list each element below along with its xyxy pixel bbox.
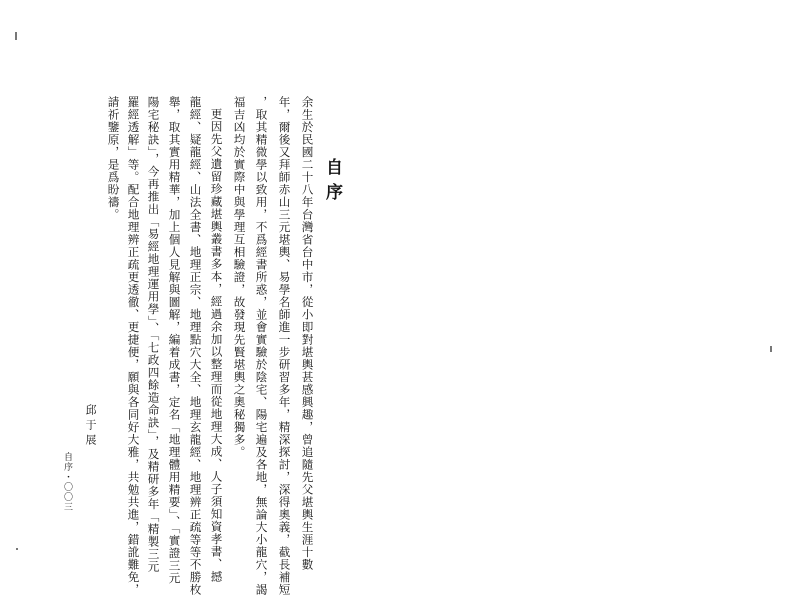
page-folio: 自序・〇〇三 xyxy=(62,452,72,512)
preface-body-column-7: 舉，取其實用精華，加上個人見解與圖解，編着成書，定名「地理體用精要」、「實證三元 xyxy=(167,96,182,585)
preface-body-column-5: 更因先父遺留珍藏堪輿叢書多本，經過余加以整理而從地理大成、人子須知資孝書、撼 xyxy=(209,108,224,583)
preface-body-column-8: 陽宅秘訣」，今再推出「易經地理運用學」、「七政四餘造命訣」，及精研多年「精製三元 xyxy=(146,96,161,573)
preface-body-column-9: 羅經透解」等。配合地理辨正疏更透徹、更捷便，願與各同好大雅，共勉共進，錯訛難免， xyxy=(126,96,141,596)
scan-speck xyxy=(16,548,18,550)
preface-body-column-1: 余生於民國二十八年台灣省台中市，從小即對堪輿甚感興趣，曾追隨先父堪輿生涯十數 xyxy=(300,96,315,571)
preface-body-column-4: 福吉凶均於實際中與學理互相驗證，故發現先賢堪輿之奧秘獨多。 xyxy=(232,96,247,459)
preface-body-column-2: 年，爾後又拜師赤山三元堪輿、易學名師進一步研習多年，精深探討，深得奧義，截長補短 xyxy=(277,96,292,596)
author-signature: 邱于展 xyxy=(84,404,97,449)
scan-speck xyxy=(15,32,17,40)
preface-body-column-3: ，取其精微學以致用，不爲經書所惑，並會實驗於陰宅、陽宅遍及各地，無論大小龍穴，謁 xyxy=(254,96,269,596)
preface-body-column-6: 龍經、疑龍經、山法全書、地理正宗、地理點穴大全、地理玄龍經、地理辨正疏等等不勝枚 xyxy=(188,96,203,596)
preface-body-column-10: 請祈鑒原，是爲盼禱。 xyxy=(106,96,121,221)
preface-title: 自序 xyxy=(322,158,342,208)
scan-speck xyxy=(770,346,772,352)
